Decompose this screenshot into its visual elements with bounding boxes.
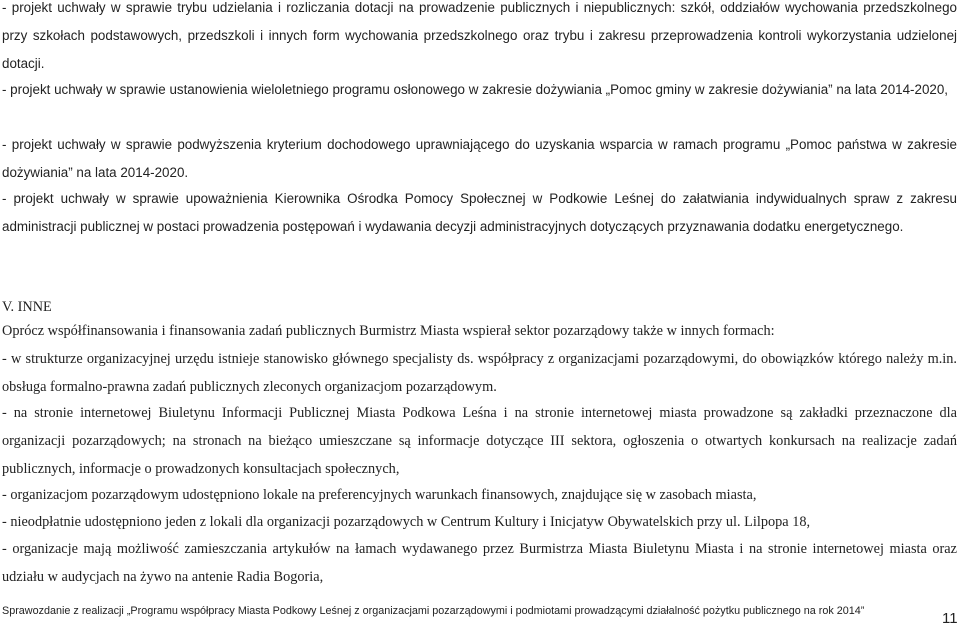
section-intro: Oprócz współfinansowania i finansowania zadań publicznych Burmistrz Miasta wspierał sektor pozarządowy także w innych formach: bbox=[2, 323, 775, 339]
list-item: - nieodpłatnie udostępniono jeden z lokali dla organizacji pozarządowych w Centrum Kultury i Inicjatyw Obywatelskich przy ul. Lilpopa 18, bbox=[2, 514, 811, 530]
list-item: - organizacje mają możliwość zamieszczania artykułów na łamach wydawanego przez Burmistrza Miasta Biuletynu Miasta i na stronie internetowej miasta oraz udziału w audycjach na żywo na antenie Radia Bogoria, bbox=[2, 541, 957, 585]
page-footer: Sprawozdanie z realizacji „Programu współpracy Miasta Podkowy Leśnej z organizacjami pozarządowymi i podmiotami prowadzącymi działalność pożytku publicznego na rok 2014” bbox=[2, 605, 865, 617]
paragraph-kryterium-dochodowe: - projekt uchwały w sprawie podwyższenia kryterium dochodowego uprawniającego do uzyskania wsparcia w ramach programu „Pomoc państwa w zakresie dożywiania” na lata 2014-2020. bbox=[2, 137, 957, 180]
list-item: - organizacjom pozarządowym udostępniono lokale na preferencyjnych warunkach finansowych, znajdujące się w zasobach miasta, bbox=[2, 487, 757, 503]
list-item: - na stronie internetowej Biuletynu Informacji Publicznej Miasta Podkowa Leśna i na stronie internetowej miasta prowadzone są zakładki przeznaczone dla organizacji pozarządowych; na stronach na bieżąco umieszczane są informacje dotyczące III sektora, ogłoszenia o otwartych konkursach na realizacje zadań publicznych, informacje o prowadzonych konsultacjach społecznych, bbox=[2, 405, 957, 477]
section-heading: V. INNE bbox=[2, 299, 52, 315]
page-number: 11 bbox=[942, 610, 958, 627]
paragraph-dotacje-szkol: - projekt uchwały w sprawie trybu udzielania i rozliczania dotacji na prowadzenie publicznych i niepublicznych: szkół, oddziałów wychowania przedszkolnego przy szkołach podstawowych, przedszkoli i innych form wychowania przedszkolnego oraz trybu i zakresu przeprowadzenia kontroli wykorzystania udzielonej dotacji. bbox=[2, 0, 957, 71]
list-item: - w strukturze organizacyjnej urzędu istnieje stanowisko głównego specjalisty ds. współpracy z organizacjami pozarządowymi, do obowiązków którego należy m.in. obsługa formalno-prawna zadań publicznych zleconych organizacjom pozarządowym. bbox=[2, 351, 957, 395]
paragraph-upowaznienie-kierownika: - projekt uchwały w sprawie upoważnienia Kierownika Ośrodka Pomocy Społecznej w Podkowie Leśnej do załatwiania indywidualnych spraw z zakresu administracji publicznej w postaci prowadzenia postępowań i wydawania decyzji administracyjnych dotyczących przyznawania dodatku energetycznego. bbox=[2, 191, 957, 234]
paragraph-program-oslonowy: - projekt uchwały w sprawie ustanowienia wieloletniego programu osłonowego w zakresie dożywiania „Pomoc gminy w zakresie dożywiania” na lata 2014-2020, bbox=[2, 82, 949, 97]
